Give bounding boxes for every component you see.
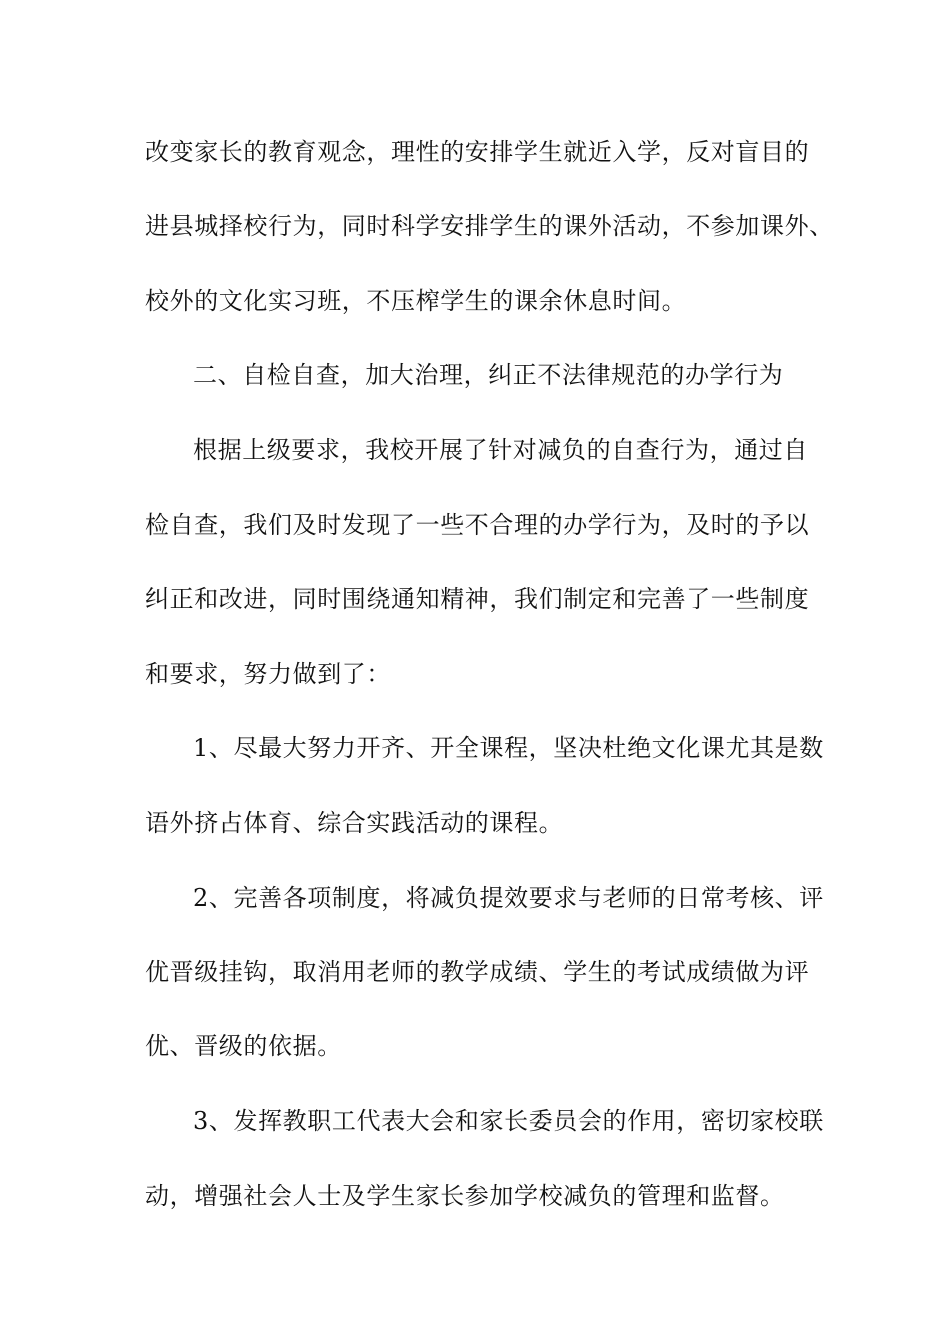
paragraph-line: 纠正和改进，同时围绕通知精神，我们制定和完善了一些制度 — [145, 585, 810, 613]
list-item-line: 1、尽最大努力开齐、开全课程，坚决杜绝文化课尤其是数 — [193, 734, 824, 762]
list-item-line: 3、发挥教职工代表大会和家长委员会的作用，密切家校联 — [193, 1107, 824, 1135]
list-item-line: 语外挤占体育、综合实践活动的课程。 — [145, 809, 564, 837]
list-item-line: 2、完善各项制度，将减负提效要求与老师的日常考核、评 — [193, 884, 824, 912]
paragraph-line: 进县城择校行为，同时科学安排学生的课外活动，不参加课外、 — [145, 212, 834, 240]
paragraph-line: 校外的文化实习班，不压榨学生的课余休息时间。 — [145, 287, 687, 315]
list-item-line: 优、晋级的依据。 — [145, 1032, 342, 1060]
paragraph-line: 和要求，努力做到了： — [145, 660, 391, 688]
section-heading: 二、自检自查，加大治理，纠正不法律规范的办学行为 — [193, 361, 784, 389]
list-item-line: 动，增强社会人士及学生家长参加学校减负的管理和监督。 — [145, 1182, 785, 1210]
list-item-line: 优晋级挂钩，取消用老师的教学成绩、学生的考试成绩做为评 — [145, 958, 810, 986]
paragraph-line: 根据上级要求，我校开展了针对减负的自查行为，通过自 — [193, 436, 808, 464]
paragraph-line: 检自查，我们及时发现了一些不合理的办学行为，及时的予以 — [145, 511, 810, 539]
paragraph-line: 改变家长的教育观念，理性的安排学生就近入学，反对盲目的 — [145, 138, 810, 166]
